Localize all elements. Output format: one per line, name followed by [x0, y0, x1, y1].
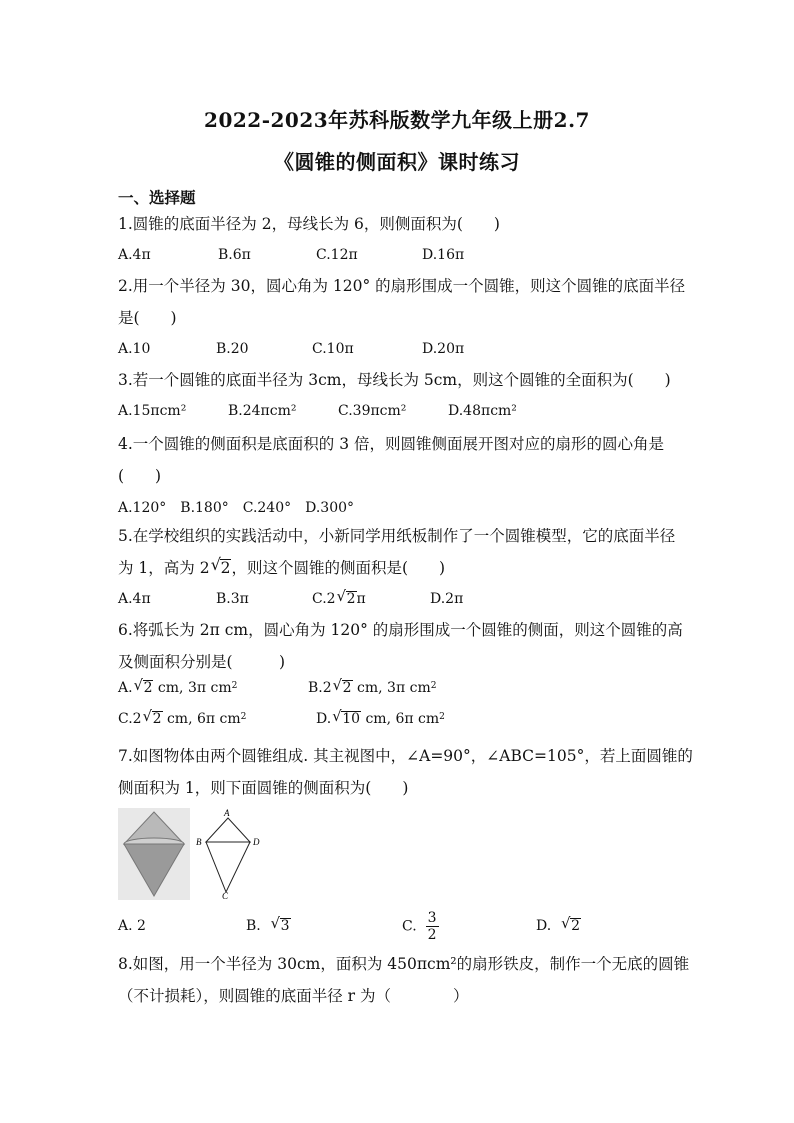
- option-d: [536, 915, 581, 934]
- radical-sign: √: [332, 677, 343, 694]
- label-a: A: [224, 808, 230, 818]
- option-d: D.48πcm²: [448, 403, 517, 419]
- question-8-line-1: 8.如图，用一个半径为 30cm，面积为 450πcm²的扇形铁皮，制作一个无底的圆锥: [118, 955, 690, 973]
- option-c: [312, 588, 366, 607]
- question-5-text-post: ，则这个圆锥的侧面积是( ): [231, 559, 446, 577]
- question-3: 3.若一个圆锥的底面半径为 3cm，母线长为 5cm，则这个圆锥的全面积为( ): [118, 371, 671, 389]
- option-d-pre: D.: [316, 711, 332, 727]
- lower-triangle: [206, 842, 250, 892]
- sqrt-expression: [133, 677, 154, 696]
- question-1: 1.圆锥的底面半径为 2，母线长为 6，则侧面积为( ): [118, 215, 500, 233]
- option-a: A.4π: [118, 591, 151, 607]
- option-d: D.2π: [430, 591, 464, 607]
- option-a: [118, 677, 238, 696]
- option-c-pre: C.2: [312, 591, 336, 607]
- option-d: D.16π: [422, 247, 465, 263]
- superscript: 2: [240, 711, 247, 722]
- option-b: B.24πcm²: [228, 403, 297, 419]
- fraction: [426, 910, 439, 943]
- sqrt-expression: [336, 588, 357, 607]
- title-line-1: 2022-2023年苏科版数学九年级上册2.7: [204, 108, 590, 132]
- option-c-post: cm, 6π cm: [162, 711, 241, 727]
- section-heading: 一、选择题: [118, 188, 196, 207]
- option-c: [118, 708, 247, 727]
- option-c: [402, 910, 439, 943]
- superscript: 2: [439, 711, 445, 722]
- option-b-pre: B.2: [308, 680, 332, 696]
- option-a: A.15πcm²: [118, 403, 187, 419]
- sqrt-expression: [270, 915, 291, 934]
- denominator: 2: [427, 927, 437, 943]
- option-a-post: cm, 3π cm: [153, 680, 232, 696]
- option-b: B.6π: [218, 247, 251, 263]
- option-c: C.10π: [312, 341, 354, 357]
- radical-sign: √: [210, 555, 221, 574]
- double-cone-figure: [118, 808, 270, 900]
- label-c: C: [222, 891, 229, 900]
- superscript: 2: [231, 680, 238, 691]
- question-5-text-pre: 为 1，高为 2: [118, 559, 210, 577]
- option-b: B.3π: [216, 591, 249, 607]
- sqrt-expression: [332, 708, 361, 727]
- option-b: B.20: [216, 341, 249, 357]
- radical-sign: √: [332, 708, 342, 725]
- question-5-line-2: [118, 552, 703, 584]
- question-6-line-1: 6.将弧长为 2π cm，圆心角为 120° 的扇形围成一个圆锥的侧面，则这个圆锥的高: [118, 621, 683, 639]
- option-b: [308, 677, 437, 696]
- option-a: A.4π: [118, 247, 151, 263]
- radical-sign: √: [561, 915, 571, 932]
- question-8-line-2: （不计损耗），则圆锥的底面半径 r 为（ ）: [118, 987, 469, 1005]
- label-d: D: [253, 837, 260, 847]
- superscript: 2: [430, 680, 437, 691]
- radicand: 2: [143, 680, 153, 696]
- double-cone-svg: [118, 808, 270, 900]
- option-c-pre: C.: [402, 918, 417, 935]
- option-c: C.12π: [316, 247, 358, 263]
- radicand: 2: [571, 918, 581, 934]
- question-6-line-2: 及侧面积分别是( ): [118, 653, 286, 671]
- sqrt-expression: [332, 677, 353, 696]
- upper-triangle: [206, 818, 250, 842]
- radicand: 2: [152, 711, 162, 727]
- numerator: 3: [427, 910, 437, 926]
- option-d-post: cm, 6π cm: [361, 711, 440, 727]
- option-a: A. 2: [118, 918, 146, 934]
- radical-sign: √: [133, 677, 143, 694]
- radicand: 10: [342, 711, 361, 727]
- question-2-line-1: 2.用一个半径为 30，圆心角为 120° 的扇形围成一个圆锥，则这个圆锥的底面半径: [118, 277, 686, 295]
- question-7-line-2: 侧面积为 1，则下面圆锥的侧面积为( ): [118, 779, 409, 797]
- option-d: [316, 708, 445, 727]
- sqrt-expression: [211, 552, 232, 584]
- question-7-line-1: 7.如图物体由两个圆锥组成. 其主视图中，∠A=90°，∠ABC=105°，若上面圆锥的: [118, 747, 693, 765]
- options-row: A.120° B.180° C.240° D.300°: [118, 500, 355, 516]
- question-2-line-2: 是( ): [118, 309, 177, 327]
- title-line-2: 《圆锥的侧面积》课时练习: [274, 150, 520, 174]
- sqrt-expression: [561, 915, 581, 934]
- question-5-line-1: 5.在学校组织的实践活动中，小新同学用纸板制作了一个圆锥模型，它的底面半径: [118, 527, 676, 545]
- option-c-post: π: [356, 591, 366, 607]
- option-c: C.39πcm²: [338, 403, 407, 419]
- radicand: 2: [220, 559, 231, 577]
- option-c-pre: C.2: [118, 711, 142, 727]
- label-b: B: [196, 837, 202, 847]
- option-b-pre: B.: [246, 918, 261, 934]
- radical-sign: √: [270, 915, 281, 932]
- option-b-post: cm, 3π cm: [352, 680, 431, 696]
- option-b: [246, 915, 291, 934]
- radicand: 3: [280, 918, 290, 934]
- radicand: 2: [342, 680, 352, 696]
- question-4-line-2: ( ): [118, 467, 162, 485]
- option-d: D.20π: [422, 341, 465, 357]
- radical-sign: √: [336, 588, 346, 605]
- radicand: 2: [346, 591, 356, 607]
- option-a: A.10: [118, 341, 151, 357]
- sqrt-expression: [142, 708, 163, 727]
- option-d-pre: D.: [536, 918, 552, 934]
- question-4-line-1: 4.一个圆锥的侧面积是底面积的 3 倍，则圆锥侧面展开图对应的扇形的圆心角是: [118, 435, 665, 453]
- option-a-pre: A.: [118, 680, 133, 696]
- radical-sign: √: [142, 708, 152, 725]
